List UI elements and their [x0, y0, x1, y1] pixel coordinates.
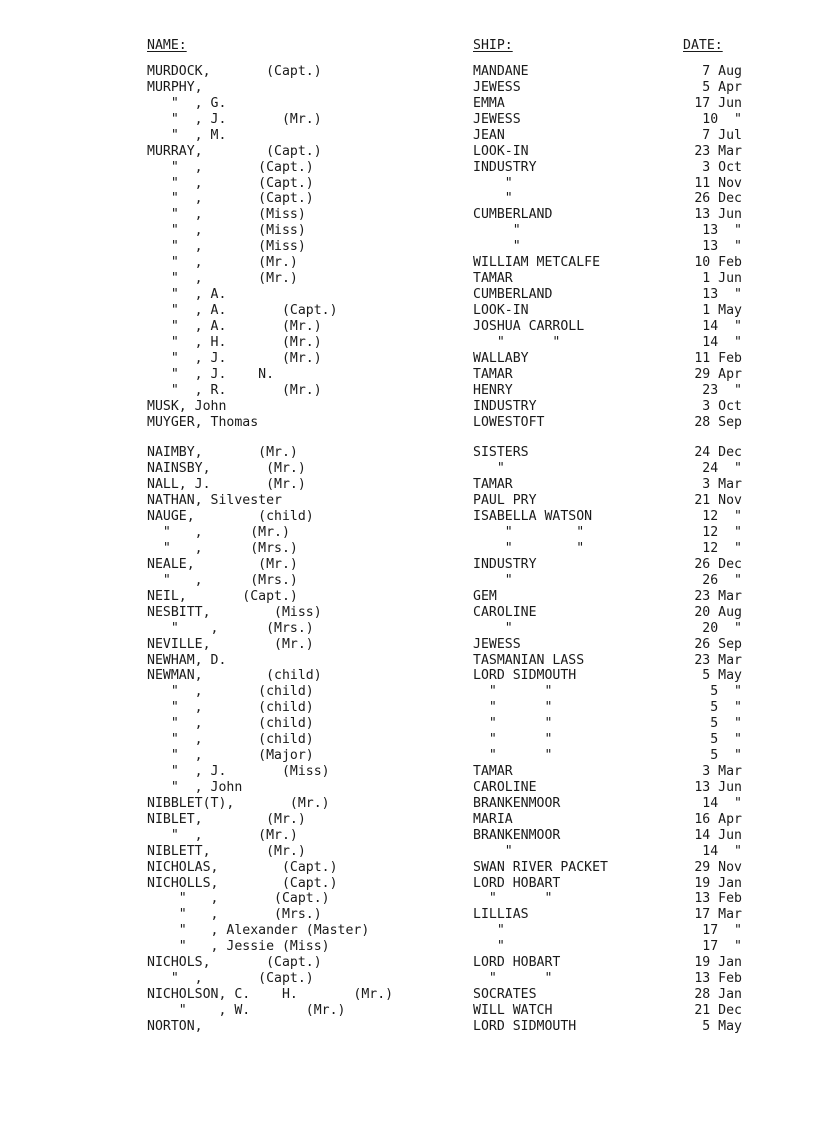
arrival-date: 12 " [702, 509, 742, 525]
arrival-date: 13 Feb [694, 971, 742, 987]
arrival-date: 12 " [702, 541, 742, 556]
list-row [0, 939, 816, 955]
ship-name: CUMBERLAND [473, 287, 553, 302]
list-row [0, 557, 816, 573]
ship-name: SISTERS [473, 445, 529, 461]
passenger-name: MURDOCK, (Capt.) [147, 64, 322, 79]
ship-name: LOOK-IN [473, 302, 529, 318]
ship-name: WILLIAM METCALFE [473, 255, 601, 271]
arrival-date: 20 " [702, 620, 742, 636]
passenger-name: " , A. (Capt.) [147, 302, 338, 318]
ship-name: " " [473, 700, 553, 716]
arrival-date: 17 Jun [694, 95, 742, 111]
arrival-date: 23 Mar [694, 652, 742, 668]
arrival-date: 5 " [710, 732, 742, 748]
arrival-date: 23 Mar [694, 143, 742, 159]
list-row [0, 987, 816, 1003]
ship-name: LORD HOBART [473, 955, 561, 971]
passenger-name: " , (Miss) [147, 223, 306, 239]
list-row [0, 239, 816, 255]
ship-name: SOCRATES [473, 987, 537, 1002]
passenger-name: NEWMAN, (child) [147, 668, 322, 684]
ship-name: WILL WATCH [473, 1002, 553, 1018]
arrival-date: 7 Jul [702, 127, 742, 143]
passenger-name: " , G. [147, 95, 227, 111]
list-row [0, 573, 816, 589]
list-row [0, 128, 816, 144]
passenger-name: NESBITT, (Miss) [147, 604, 322, 620]
passenger-name: " , John [147, 779, 243, 795]
arrival-date: 5 Apr [702, 79, 742, 95]
ship-name: JEWESS [473, 79, 521, 95]
list-row [0, 271, 816, 287]
ship-name: SWAN RIVER PACKET [473, 859, 608, 875]
list-row [0, 191, 816, 207]
arrival-date: 17 " [702, 923, 742, 939]
passenger-name: " , (child) [147, 732, 314, 748]
passenger-name: NIBBLET(T), (Mr.) [147, 795, 330, 811]
arrival-date: 19 Jan [694, 955, 742, 971]
list-row [0, 955, 816, 971]
arrival-date: 1 Jun [702, 271, 742, 287]
ship-name: INDUSTRY [473, 159, 537, 175]
ship-name: TAMAR [473, 366, 513, 382]
passenger-name: " , J. (Mr.) [147, 350, 322, 366]
arrival-date: 3 Mar [702, 477, 742, 493]
passenger-name: NALL, J. (Mr.) [147, 477, 306, 493]
list-row [0, 399, 816, 415]
list-row [0, 668, 816, 684]
list-row [0, 860, 816, 876]
ship-name: " " [473, 684, 553, 700]
list-row [0, 541, 816, 557]
arrival-date: 5 " [710, 716, 742, 732]
date-column-header: DATE: [683, 38, 723, 53]
passenger-name: NIBLET, (Mr.) [147, 811, 306, 827]
passenger-name: " , (Mr.) [147, 827, 298, 843]
passenger-name: " , (Capt.) [147, 891, 330, 907]
arrival-date: 13 " [702, 239, 742, 255]
list-row [0, 796, 816, 812]
ship-name: TASMANIAN LASS [473, 652, 585, 668]
list-row [0, 207, 816, 223]
ship-name: CUMBERLAND [473, 207, 553, 223]
ship-name: CAROLINE [473, 779, 537, 795]
arrival-date: 11 Nov [694, 175, 742, 191]
list-row [0, 732, 816, 748]
ship-name: " [473, 223, 521, 239]
arrival-date: 5 " [710, 700, 742, 716]
arrival-date: 12 " [702, 525, 742, 540]
list-row [0, 445, 816, 461]
arrival-date: 23 " [702, 382, 742, 398]
passenger-name: " , (child) [147, 700, 314, 716]
arrival-date: 5 " [710, 748, 742, 764]
list-row [0, 876, 816, 892]
list-row [0, 828, 816, 844]
passenger-name: " , W. (Mr.) [147, 1002, 346, 1018]
ship-name: " " [473, 732, 553, 748]
list-row [0, 367, 816, 383]
list-row [0, 287, 816, 303]
list-row [0, 144, 816, 160]
ship-name: JEWESS [473, 636, 521, 652]
ship-name: TAMAR [473, 477, 513, 493]
ship-name: " [473, 923, 505, 939]
list-row [0, 589, 816, 605]
ship-name: " " [473, 334, 561, 350]
ship-name: INDUSTRY [473, 398, 537, 414]
passenger-name: " , J. N. [147, 366, 275, 382]
passenger-name: NAINSBY, (Mr.) [147, 461, 306, 477]
ship-name: LILLIAS [473, 907, 529, 923]
ship-name: PAUL PRY [473, 493, 537, 509]
arrival-date: 13 Jun [694, 207, 742, 223]
ship-name: TAMAR [473, 764, 513, 779]
arrival-date: 24 " [702, 461, 742, 477]
list-row [0, 605, 816, 621]
passenger-name: " , (Mr.) [147, 525, 290, 540]
arrival-date: 5 May [702, 668, 742, 684]
arrival-date: 7 Aug [702, 64, 742, 79]
list-row [0, 80, 816, 96]
arrival-date: 10 Feb [694, 255, 742, 271]
arrival-date: 5 May [702, 1018, 742, 1034]
ship-name: INDUSTRY [473, 556, 537, 572]
list-row [0, 223, 816, 239]
ship-name: " [473, 572, 513, 588]
passenger-name: " , Jessie (Miss) [147, 939, 330, 955]
passenger-name: " , A. [147, 287, 227, 302]
passenger-name: " , J. (Miss) [147, 764, 330, 779]
arrival-date: 26 Sep [694, 636, 742, 652]
arrival-date: 14 " [702, 318, 742, 334]
ship-name: " [473, 191, 513, 207]
passenger-name: " , R. (Mr.) [147, 382, 322, 398]
passenger-name: " , (Capt.) [147, 159, 314, 175]
ship-name: TAMAR [473, 271, 513, 287]
arrival-date: 17 Mar [694, 907, 742, 923]
passenger-name: MUYGER, Thomas [147, 414, 259, 430]
list-row [0, 748, 816, 764]
passenger-name: " , (Mrs.) [147, 907, 322, 923]
ship-name: LORD SIDMOUTH [473, 1018, 577, 1034]
passenger-name: " , (Capt.) [147, 191, 314, 207]
ship-name: LOOK-IN [473, 143, 529, 159]
passenger-name: NAIMBY, (Mr.) [147, 445, 298, 461]
passenger-name: " , H. (Mr.) [147, 334, 322, 350]
passenger-name: " , (Capt.) [147, 175, 314, 191]
passenger-name: NORTON, [147, 1018, 203, 1034]
ship-name: EMMA [473, 95, 505, 111]
ship-name: " " [473, 748, 553, 764]
arrival-date: 26 " [702, 572, 742, 588]
ship-name: " " [473, 541, 585, 556]
arrival-date: 14 " [702, 795, 742, 811]
arrival-date: 14 " [702, 334, 742, 350]
list-row [0, 844, 816, 860]
ship-name: " [473, 843, 513, 859]
list-row [0, 477, 816, 493]
passenger-name: " , (Mr.) [147, 271, 298, 287]
passenger-name: " , (Mrs.) [147, 620, 314, 636]
list-row [0, 351, 816, 367]
list-row [0, 303, 816, 319]
name-column-header: NAME: [147, 38, 187, 53]
list-row [0, 907, 816, 923]
ship-name: " [473, 620, 513, 636]
passenger-name: MURPHY, [147, 79, 203, 95]
ship-name: ISABELLA WATSON [473, 509, 593, 525]
list-row [0, 812, 816, 828]
ship-name: " " [473, 891, 553, 907]
ship-name: GEM [473, 588, 497, 604]
passenger-name: NAUGE, (child) [147, 509, 314, 525]
ship-name: " " [473, 971, 553, 987]
passenger-name: " , (Mrs.) [147, 541, 298, 556]
passenger-name: MUSK, John [147, 398, 227, 414]
passenger-name: NEVILLE, (Mr.) [147, 636, 314, 652]
list-row [0, 493, 816, 509]
passenger-name: NATHAN, Silvester [147, 493, 282, 509]
list-row [0, 700, 816, 716]
passenger-name: NICHOLSON, C. H. (Mr.) [147, 987, 394, 1002]
arrival-date: 21 Dec [694, 1002, 742, 1018]
list-row [0, 764, 816, 780]
list-row [0, 112, 816, 128]
passenger-name: NICHOLAS, (Capt.) [147, 859, 338, 875]
list-row [0, 684, 816, 700]
list-row [0, 509, 816, 525]
arrival-date: 20 Aug [694, 604, 742, 620]
passenger-name: " , M. [147, 127, 227, 143]
arrival-date: 24 Dec [694, 445, 742, 461]
passenger-name: " , Alexander (Master) [147, 923, 370, 939]
passenger-name: " , A. (Mr.) [147, 318, 322, 334]
list-row [0, 716, 816, 732]
ship-name: HENRY [473, 382, 513, 398]
passenger-name: " , (Miss) [147, 207, 306, 223]
list-row [0, 461, 816, 477]
passenger-name: " , J. (Mr.) [147, 111, 322, 127]
arrival-date: 14 " [702, 843, 742, 859]
list-row [0, 637, 816, 653]
list-row [0, 780, 816, 796]
ship-name: " [473, 239, 521, 255]
arrival-date: 11 Feb [694, 350, 742, 366]
ship-name: LORD SIDMOUTH [473, 668, 577, 684]
list-row [0, 1019, 816, 1035]
arrival-date: 16 Apr [694, 811, 742, 827]
arrival-date: 17 " [702, 939, 742, 955]
passenger-name: " , (child) [147, 716, 314, 732]
passenger-name: NICHOLLS, (Capt.) [147, 875, 338, 891]
arrival-date: 21 Nov [694, 493, 742, 509]
list-row [0, 891, 816, 907]
passenger-name: NICHOLS, (Capt.) [147, 955, 322, 971]
list-row [0, 653, 816, 669]
ship-name: MARIA [473, 811, 513, 827]
ship-name: WALLABY [473, 350, 529, 366]
ship-name: LOWESTOFT [473, 414, 545, 430]
ship-name: JEAN [473, 127, 505, 143]
passenger-name: NEWHAM, D. [147, 652, 227, 668]
arrival-date: 13 " [702, 287, 742, 302]
passenger-name: NEIL, (Capt.) [147, 588, 298, 604]
passenger-name: MURRAY, (Capt.) [147, 143, 322, 159]
passenger-name: NIBLETT, (Mr.) [147, 843, 306, 859]
arrival-date: 3 Oct [702, 398, 742, 414]
arrival-date: 28 Sep [694, 414, 742, 430]
list-row [0, 176, 816, 192]
list-row [0, 621, 816, 637]
arrival-date: 13 Feb [694, 891, 742, 907]
passenger-name: " , (Mrs.) [147, 572, 298, 588]
arrival-date: 23 Mar [694, 588, 742, 604]
ship-name: " [473, 175, 513, 191]
arrival-date: 13 Jun [694, 779, 742, 795]
arrival-date: 3 Mar [702, 764, 742, 779]
ship-name: LORD HOBART [473, 875, 561, 891]
arrival-date: 1 May [702, 302, 742, 318]
arrival-date: 26 Dec [694, 556, 742, 572]
passenger-name: " , (child) [147, 684, 314, 700]
arrival-date: 13 " [702, 223, 742, 239]
ship-name: " [473, 461, 505, 477]
ship-name: BRANKENMOOR [473, 795, 561, 811]
ship-name: " " [473, 525, 585, 540]
arrival-date: 19 Jan [694, 875, 742, 891]
ship-column-header: SHIP: [473, 38, 513, 53]
arrival-date: 28 Jan [694, 987, 742, 1002]
list-row [0, 255, 816, 271]
list-row [0, 335, 816, 351]
ship-name: BRANKENMOOR [473, 827, 561, 843]
list-row [0, 1003, 816, 1019]
arrival-date: 14 Jun [694, 827, 742, 843]
ship-name: JEWESS [473, 111, 521, 127]
list-row [0, 319, 816, 335]
list-row [0, 525, 816, 541]
ship-name: " [473, 939, 505, 955]
arrival-date: 26 Dec [694, 191, 742, 207]
ship-name: MANDANE [473, 64, 529, 79]
arrival-date: 3 Oct [702, 159, 742, 175]
arrival-date: 10 " [702, 111, 742, 127]
list-row [0, 96, 816, 112]
list-row [0, 971, 816, 987]
arrival-date: 5 " [710, 684, 742, 700]
list-row [0, 64, 816, 80]
list-row [0, 160, 816, 176]
passenger-name: NEALE, (Mr.) [147, 556, 298, 572]
passenger-name: " , (Major) [147, 748, 314, 764]
ship-name: " " [473, 716, 553, 732]
list-row [0, 923, 816, 939]
arrival-date: 29 Apr [694, 366, 742, 382]
passenger-name: " , (Capt.) [147, 971, 314, 987]
passenger-name: " , (Miss) [147, 239, 306, 255]
passenger-name: " , (Mr.) [147, 255, 298, 271]
list-row [0, 415, 816, 431]
ship-name: CAROLINE [473, 604, 537, 620]
ship-name: JOSHUA CARROLL [473, 318, 585, 334]
list-row [0, 383, 816, 399]
arrival-date: 29 Nov [694, 859, 742, 875]
